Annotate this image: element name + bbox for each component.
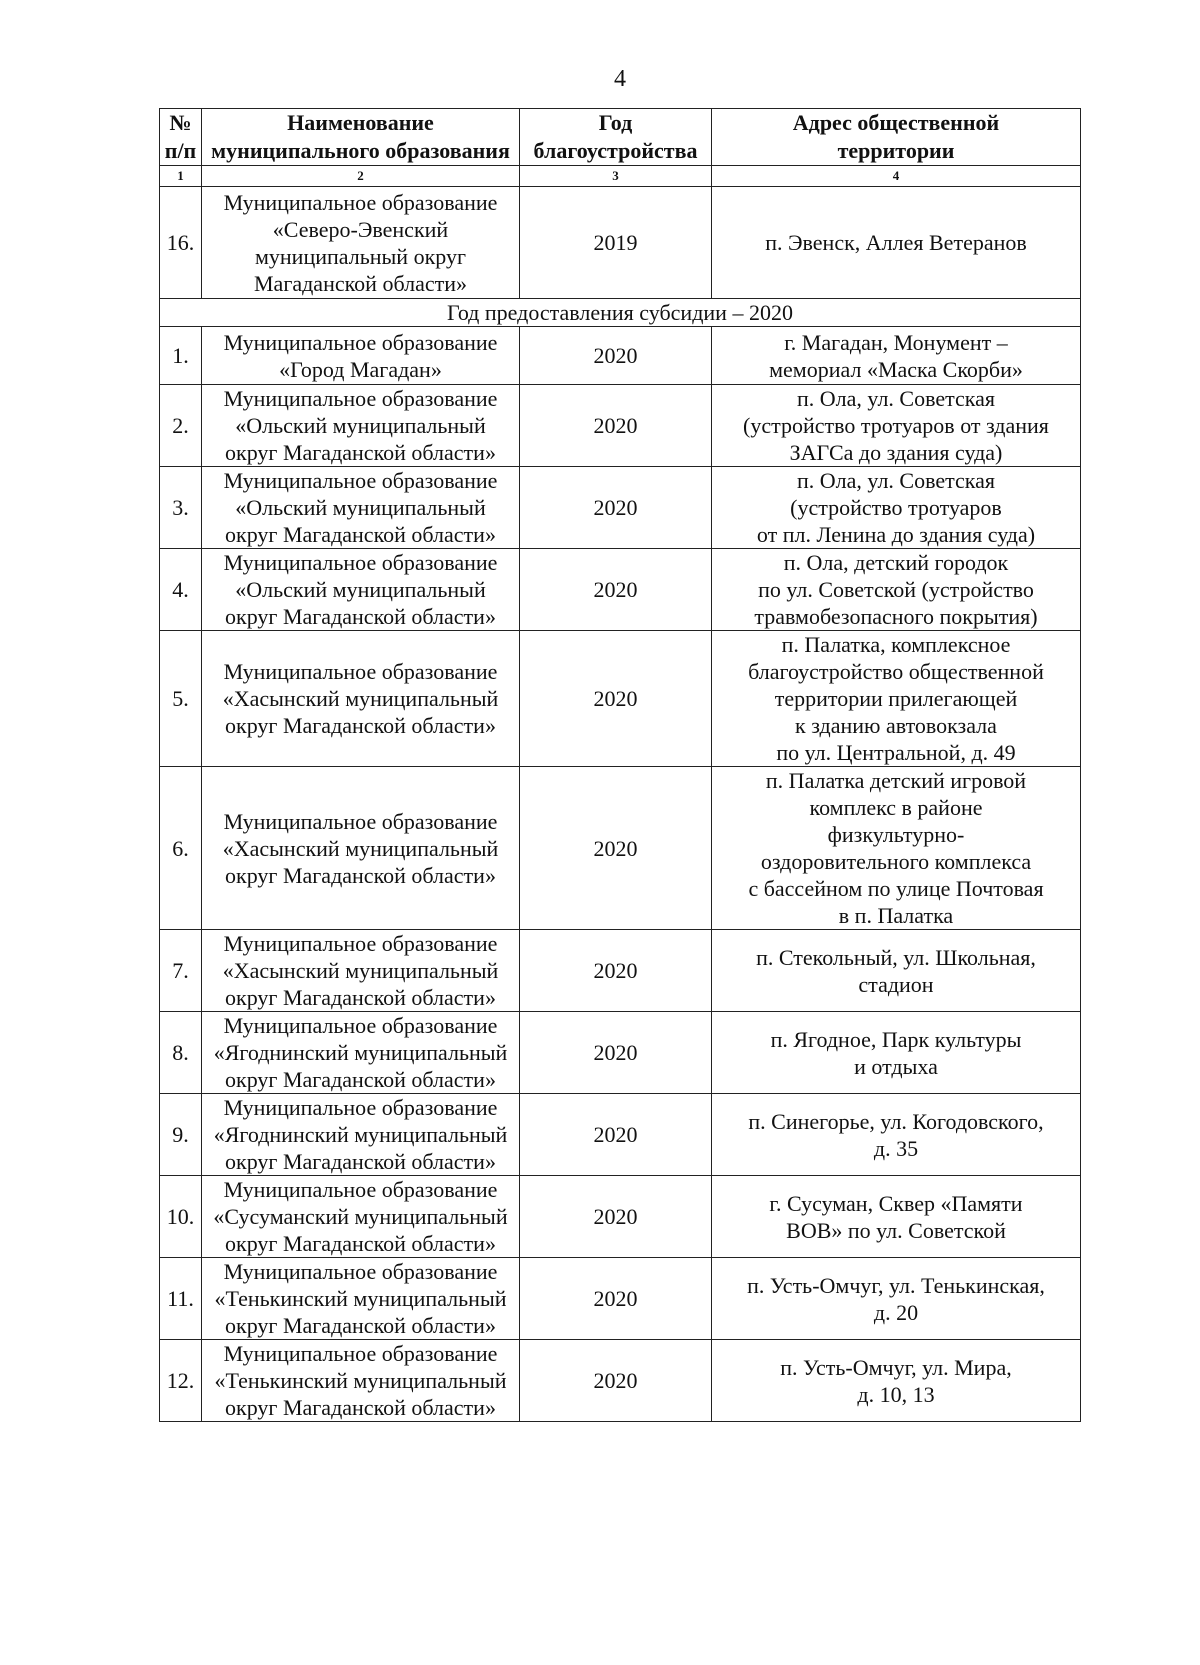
municipality-name: [202, 631, 520, 767]
territory-address: [712, 327, 1081, 385]
cell-line: д. 20: [873, 1299, 919, 1325]
territory-address: [712, 549, 1081, 631]
cell-line: округ Магаданской области»: [225, 1231, 496, 1256]
cell-line: от пл. Ленина до здания суда): [756, 522, 1036, 547]
cell-line: физкультурно-: [827, 822, 965, 847]
table-row: [160, 327, 1081, 385]
cell-line: комплекс в районе: [809, 795, 983, 820]
cell-line: «Хасынский муниципальный: [222, 686, 499, 711]
row-number: 16.: [160, 187, 202, 299]
cell-line: округ Магаданской области»: [225, 1149, 496, 1174]
cell-line: «Ягоднинский муниципальный: [213, 1040, 508, 1065]
cell-line: «Ольский муниципальный: [235, 495, 486, 520]
improvement-year: 2020: [520, 467, 712, 549]
cell-line: муниципальный округ: [254, 243, 466, 269]
row-number: 10.: [160, 1176, 202, 1258]
group-heading: Год предоставления субсидии – 2020: [160, 299, 1081, 327]
cell-line: Муниципальное образование: [223, 189, 498, 215]
cell-line: благоустройство общественной: [748, 659, 1044, 684]
improvement-year: 2020: [520, 1012, 712, 1094]
row-number: 5.: [160, 631, 202, 767]
cell-line: и отдыха: [854, 1053, 938, 1079]
row-number: 1.: [160, 327, 202, 385]
row-number: 12.: [160, 1340, 202, 1422]
territory-address: [712, 1340, 1081, 1422]
cell-line: Муниципальное образование: [223, 386, 498, 411]
municipality-name: [202, 930, 520, 1012]
territory-address: [712, 1012, 1081, 1094]
cell-line: (устройство тротуаров: [790, 495, 1002, 520]
improvement-year: 2020: [520, 549, 712, 631]
municipality-name: [202, 385, 520, 467]
cell-line: «Город Магадан»: [279, 356, 442, 382]
territory-address: [712, 1258, 1081, 1340]
improvement-year: 2020: [520, 327, 712, 385]
cell-line: п. Усть-Омчуг, ул. Тенькинская,: [747, 1272, 1045, 1298]
cell-line: оздоровительного комплекса: [760, 849, 1032, 874]
header-name: Наименование муниципального образования: [202, 109, 520, 166]
cell-line: травмобезопасного покрытия): [754, 604, 1038, 629]
cell-line: ВОВ» по ул. Советской: [786, 1217, 1006, 1243]
cell-line: п. Палатка, комплексное: [781, 632, 1011, 657]
cell-line: Муниципальное образование: [223, 808, 498, 834]
territory-address: [712, 1094, 1081, 1176]
table-row: [160, 1258, 1081, 1340]
table-row: [160, 467, 1081, 549]
improvement-year: 2020: [520, 631, 712, 767]
cell-line: Муниципальное образование: [223, 468, 498, 493]
cell-line: «Ягоднинский муниципальный: [213, 1122, 508, 1147]
column-number: 4: [712, 166, 1081, 187]
municipality-name: [202, 767, 520, 930]
improvement-year: 2019: [520, 187, 712, 299]
row-number: 11.: [160, 1258, 202, 1340]
cell-line: «Хасынский муниципальный: [222, 835, 499, 861]
cell-line: к зданию автовокзала: [795, 713, 997, 738]
cell-line: округ Магаданской области»: [225, 1313, 496, 1338]
table-row: [160, 187, 1081, 299]
table-row: [160, 1012, 1081, 1094]
municipality-name: [202, 1258, 520, 1340]
cell-line: Муниципальное образование: [223, 1259, 498, 1284]
cell-line: территории прилегающей: [774, 686, 1018, 711]
cell-line: мемориал «Маска Скорби»: [769, 356, 1023, 382]
row-number: 6.: [160, 767, 202, 930]
cell-line: ЗАГСа до здания суда): [789, 440, 1003, 465]
territory-address: [712, 467, 1081, 549]
territory-address: [712, 930, 1081, 1012]
cell-line: округ Магаданской области»: [225, 985, 496, 1010]
cell-line: округ Магаданской области»: [225, 862, 496, 888]
municipality-name: [202, 1012, 520, 1094]
cell-line: Магаданской области»: [254, 270, 467, 296]
cell-line: в п. Палатка: [838, 903, 954, 928]
improvement-year: 2020: [520, 1258, 712, 1340]
cell-line: Муниципальное образование: [223, 1013, 498, 1038]
municipality-name: [202, 1176, 520, 1258]
cell-line: п. Синегорье, ул. Когодовского,: [748, 1108, 1044, 1134]
table-row: [160, 767, 1081, 930]
improvement-year: 2020: [520, 1340, 712, 1422]
cell-line: «Тенькинский муниципальный: [214, 1368, 507, 1393]
territory-address: [712, 631, 1081, 767]
header-num: № п/п: [160, 109, 202, 166]
municipality-name: [202, 187, 520, 299]
cell-line: «Сусуманский муниципальный: [213, 1204, 508, 1229]
improvement-year: 2020: [520, 1176, 712, 1258]
municipality-name: [202, 1340, 520, 1422]
cell-line: п. Ола, детский городок: [783, 550, 1009, 575]
table-row: [160, 1094, 1081, 1176]
cell-line: п. Стекольный, ул. Школьная,: [756, 944, 1036, 970]
cell-line: п. Палатка детский игровой: [765, 768, 1027, 793]
cell-line: «Ольский муниципальный: [235, 413, 486, 438]
header-year: Год благоустройства: [520, 109, 712, 166]
cell-line: Муниципальное образование: [223, 659, 498, 684]
territory-address: [712, 385, 1081, 467]
cell-line: по ул. Центральной, д. 49: [776, 740, 1016, 765]
cell-line: округ Магаданской области»: [225, 1067, 496, 1092]
cell-line: «Северо-Эвенский: [272, 216, 449, 242]
municipality-name: [202, 1094, 520, 1176]
cell-line: п. Ягодное, Парк культуры: [770, 1026, 1022, 1052]
column-number: 1: [160, 166, 202, 187]
table-row: [160, 930, 1081, 1012]
cell-line: Муниципальное образование: [223, 550, 498, 575]
group-heading-row: [160, 299, 1081, 327]
subsidy-table: [159, 108, 1081, 1422]
table-row: [160, 1340, 1081, 1422]
table-row: [160, 549, 1081, 631]
cell-line: п. Ола, ул. Советская: [797, 468, 995, 493]
cell-line: Муниципальное образование: [223, 931, 498, 956]
table-row: [160, 1176, 1081, 1258]
cell-line: Муниципальное образование: [223, 1341, 498, 1366]
cell-line: п. Ола, ул. Советская: [797, 386, 995, 411]
cell-line: округ Магаданской области»: [225, 1395, 496, 1420]
cell-line: Муниципальное образование: [223, 329, 498, 355]
cell-line: округ Магаданской области»: [225, 522, 496, 547]
municipality-name: [202, 327, 520, 385]
header-row: [160, 109, 1081, 166]
improvement-year: 2020: [520, 930, 712, 1012]
cell-line: г. Сусуман, Сквер «Памяти: [769, 1190, 1023, 1216]
cell-line: округ Магаданской области»: [225, 604, 496, 629]
cell-line: д. 35: [873, 1135, 919, 1161]
row-number: 4.: [160, 549, 202, 631]
row-number: 8.: [160, 1012, 202, 1094]
cell-line: Муниципальное образование: [223, 1095, 498, 1120]
cell-line: с бассейном по улице Почтовая: [748, 876, 1044, 901]
improvement-year: 2020: [520, 385, 712, 467]
table-row: [160, 631, 1081, 767]
cell-line: округ Магаданской области»: [225, 713, 496, 738]
cell-line: «Хасынский муниципальный: [222, 958, 499, 983]
territory-address: [712, 767, 1081, 930]
cell-line: «Тенькинский муниципальный: [214, 1286, 507, 1311]
cell-line: по ул. Советской (устройство: [758, 577, 1034, 602]
cell-line: округ Магаданской области»: [225, 440, 496, 465]
cell-line: «Ольский муниципальный: [235, 577, 486, 602]
row-number: 9.: [160, 1094, 202, 1176]
table-row: [160, 385, 1081, 467]
cell-line: п. Усть-Омчуг, ул. Мира,: [780, 1354, 1012, 1380]
municipality-name: [202, 467, 520, 549]
territory-address: [712, 1176, 1081, 1258]
cell-line: д. 10, 13: [857, 1381, 935, 1407]
page-number: 4: [614, 66, 626, 92]
cell-line: стадион: [858, 971, 934, 997]
improvement-year: 2020: [520, 1094, 712, 1176]
row-number: 7.: [160, 930, 202, 1012]
cell-line: (устройство тротуаров от здания: [743, 413, 1049, 438]
column-number: 2: [202, 166, 520, 187]
cell-line: Муниципальное образование: [223, 1177, 498, 1202]
cell-line: г. Магадан, Монумент –: [784, 329, 1008, 355]
cell-line: п. Эвенск, Аллея Ветеранов: [765, 230, 1027, 255]
column-numbers-row: [160, 166, 1081, 187]
column-number: 3: [520, 166, 712, 187]
improvement-year: 2020: [520, 767, 712, 930]
header-address: Адрес общественной территории: [712, 109, 1081, 166]
territory-address: [712, 187, 1081, 299]
row-number: 2.: [160, 385, 202, 467]
municipality-name: [202, 549, 520, 631]
row-number: 3.: [160, 467, 202, 549]
